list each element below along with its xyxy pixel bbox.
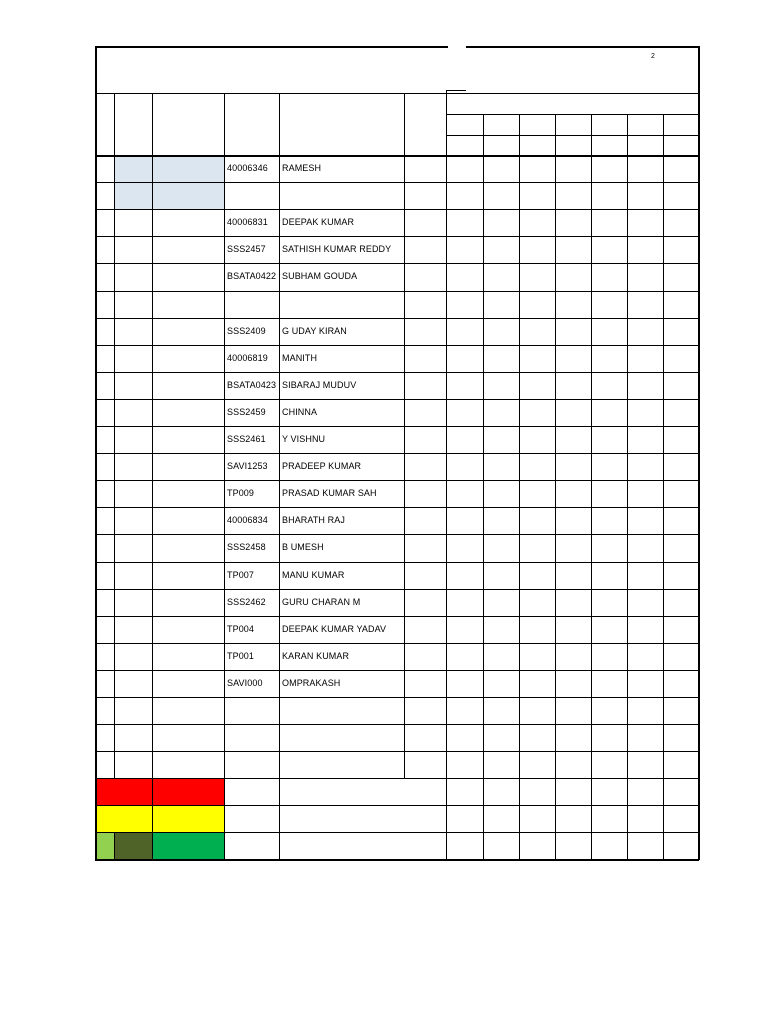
legend-column-line-8 (627, 778, 628, 859)
legend-column-line-9 (663, 778, 664, 859)
row-line-14 (95, 534, 698, 535)
column-line-9 (591, 114, 592, 778)
header-divider (95, 93, 698, 94)
legend-darkolive-fill (114, 832, 152, 859)
legend-row-line-0 (95, 805, 698, 806)
employee-name-cell: RAMESH (282, 163, 322, 173)
outer-right-border (698, 46, 700, 860)
row-line-18 (95, 643, 698, 644)
column-line-11 (663, 114, 664, 778)
employee-id-cell: BSATA0423 (227, 380, 277, 390)
employee-id-cell: 40006834 (227, 515, 268, 525)
legend-column-line-6 (555, 778, 556, 859)
bottom-border (95, 859, 699, 861)
row-line-17 (95, 616, 698, 617)
header-small-tick (446, 90, 466, 91)
row-line-7 (95, 345, 698, 346)
legend-column-line-3 (446, 778, 447, 859)
row-line-23 (95, 778, 698, 779)
column-line-7 (519, 114, 520, 778)
employee-name-cell: CHINNA (282, 407, 318, 417)
column-line-10 (627, 114, 628, 778)
row-line-22 (95, 751, 698, 752)
employee-name-cell: KARAN KUMAR (282, 651, 350, 661)
employee-name-cell: DEEPAK KUMAR YADAV (282, 624, 387, 634)
legend-yellow-fill (95, 805, 224, 832)
employee-id-cell: 40006831 (227, 217, 268, 227)
legend-column-line-olive (114, 832, 115, 859)
column-line-1 (152, 93, 153, 778)
legend-column-line-5 (519, 778, 520, 859)
employee-name-cell: OMPRAKASH (282, 678, 341, 688)
column-line-5 (446, 93, 447, 778)
employee-name-cell: SATHISH KUMAR REDDY (282, 244, 392, 254)
employee-id-cell: TP009 (227, 488, 255, 498)
row-line-13 (95, 507, 698, 508)
legend-column-line-7 (591, 778, 592, 859)
page-number: 2 (651, 53, 655, 60)
legend-lightgreen-fill (95, 832, 114, 859)
employee-name-cell: PRASAD KUMAR SAH (282, 488, 377, 498)
employee-name-cell: BHARATH RAJ (282, 515, 345, 525)
row-line-9 (95, 399, 698, 400)
employee-id-cell: TP007 (227, 570, 255, 580)
row-line-15 (95, 562, 698, 563)
employee-id-cell: 40006819 (227, 353, 268, 363)
employee-id-cell: SSS2459 (227, 407, 266, 417)
employee-id-cell: TP001 (227, 651, 255, 661)
employee-name-cell: MANU KUMAR (282, 570, 345, 580)
top-border-left (95, 46, 448, 48)
legend-green-fill (152, 832, 224, 859)
row-line-10 (95, 426, 698, 427)
employee-id-cell: SSS2409 (227, 326, 266, 336)
row-line-1 (95, 182, 698, 183)
row-line-6 (95, 318, 698, 319)
employee-name-cell: SUBHAM GOUDA (282, 271, 358, 281)
employee-name-cell: GURU CHARAN M (282, 597, 361, 607)
row-line-2 (95, 209, 698, 210)
legend-red-fill (95, 778, 224, 805)
row-line-5 (95, 291, 698, 292)
employee-id-cell: SSS2461 (227, 434, 266, 444)
employee-name-cell: DEEPAK KUMAR (282, 217, 355, 227)
legend-column-line-4 (483, 778, 484, 859)
legend-column-line-2 (279, 778, 280, 859)
employee-id-cell: SSS2458 (227, 542, 266, 552)
row-line-21 (95, 724, 698, 725)
header-bottom-line (95, 155, 698, 157)
employee-id-cell: 40006346 (227, 163, 268, 173)
column-line-0 (114, 93, 115, 778)
employee-name-cell: MANITH (282, 353, 318, 363)
legend-column-line-1 (224, 778, 225, 859)
employee-name-cell: B UMESH (282, 542, 324, 552)
employee-name-cell: SIBARAJ MUDUV (282, 380, 357, 390)
row-line-4 (95, 263, 698, 264)
top-border-right (466, 46, 699, 48)
row-line-3 (95, 236, 698, 237)
employee-name-cell: PRADEEP KUMAR (282, 461, 362, 471)
employee-id-cell: SSS2457 (227, 244, 266, 254)
legend-row-line-1 (95, 832, 698, 833)
employee-id-cell: BSATA0422 (227, 271, 277, 281)
employee-id-cell: SSS2462 (227, 597, 266, 607)
row-line-11 (95, 453, 698, 454)
row-line-19 (95, 670, 698, 671)
legend-column-line-0 (152, 778, 153, 859)
employee-name-cell: Y VISHNU (282, 434, 326, 444)
column-line-4 (404, 93, 405, 778)
row-line-12 (95, 480, 698, 481)
row-line-16 (95, 589, 698, 590)
row-line-8 (95, 372, 698, 373)
column-line-3 (279, 93, 280, 778)
employee-id-cell: SAVI000 (227, 678, 263, 688)
column-line-2 (224, 93, 225, 778)
column-line-6 (483, 114, 484, 778)
employee-id-cell: SAVI1253 (227, 461, 268, 471)
column-line-8 (555, 114, 556, 778)
employee-id-cell: TP004 (227, 624, 255, 634)
employee-name-cell: G UDAY KIRAN (282, 326, 347, 336)
row-line-20 (95, 697, 698, 698)
